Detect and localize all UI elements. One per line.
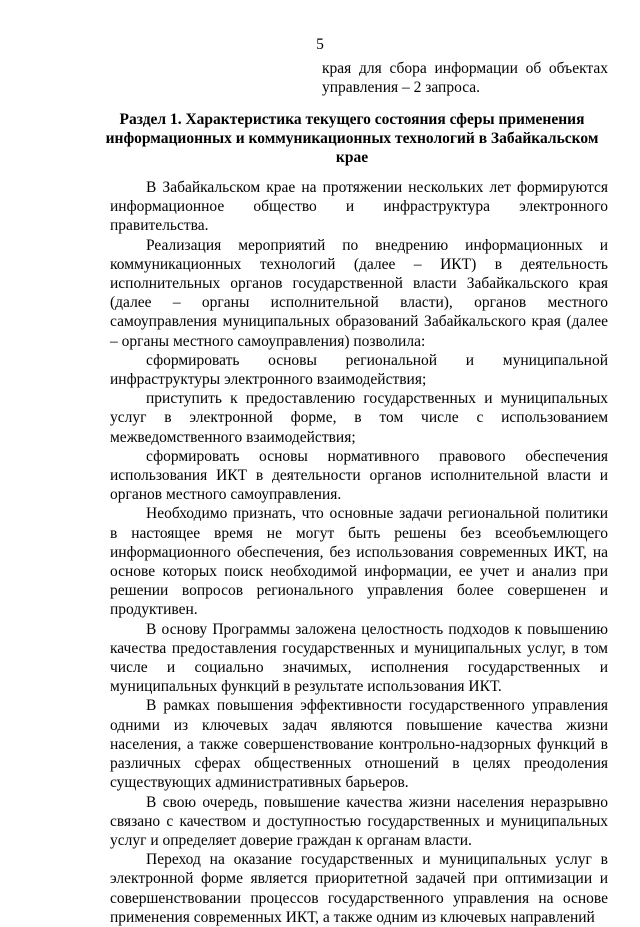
paragraph: В рамках повышения эффективности государственного управления одними из ключевых задач являются повышение качества жизни населения, а также совершенствование контрольно-надзорных функций в различных сферах общественных отношений в целях преодоления существующих административных барьеров. [110, 697, 608, 792]
paragraph: сформировать основы нормативного правового обеспечения использования ИКТ в деятельности органов исполнительной власти и органов местного самоуправления. [110, 447, 608, 504]
section-title: Раздел 1. Характеристика текущего состояния сферы применения информационных и коммуникационных технологий в Забайкальском крае [105, 111, 599, 166]
paragraph: В свою очередь, повышение качества жизни населения неразрывно связано с качеством и доступностью государственных и муниципальных услуг и определяет доверие граждан к органам власти. [110, 793, 608, 849]
page-number: 5 [316, 36, 324, 53]
paragraph: Реализация мероприятий по внедрению информационных и коммуникационных технологий (далее – ИКТ) в деятельность исполнительных органов государственной власти Забайкальского края (далее – органы исполнительной власти), органов местного самоуправления муниципальных образований Забайкальского края (далее – органы местного самоуправления) позволила: [110, 236, 608, 350]
carryover-text: края для сбора информации об объектах управления – 2 запроса. [322, 60, 608, 96]
paragraph: В основу Программы заложена целостность подходов к повышению качества предоставления государственных и муниципальных услуг, в том числе и социально значимых, исполнения государственных и муниципальных функций в результате использования ИКТ. [110, 620, 608, 696]
paragraph: Переход на оказание государственных и муниципальных услуг в электронной форме является приоритетной задачей при оптимизации и совершенствовании процессов государственного управления на основе применения современных ИКТ, а также одним из ключевых направлений [110, 851, 608, 926]
paragraph: приступить к предоставлению государственных и муниципальных услуг в электронной форме, в том числе с использованием межведомственного взаимодействия; [110, 390, 608, 446]
body-text [110, 178, 608, 927]
paragraph: сформировать основы региональной и муниципальной инфраструктуры электронного взаимодействия; [110, 351, 608, 389]
paragraph: В Забайкальском крае на протяжении нескольких лет формируются информационное общество и инфраструктура электронного правительства. [110, 179, 608, 235]
paragraph: Необходимо признать, что основные задачи региональной политики в настоящее время не могут быть решены без всеобъемлющего информационного обеспечения, без использования современных ИКТ, на основе которых поиск необходимой информации, ее учет и анализ при решении вопросов регионального управления более совершенен и продуктивен. [110, 505, 608, 619]
